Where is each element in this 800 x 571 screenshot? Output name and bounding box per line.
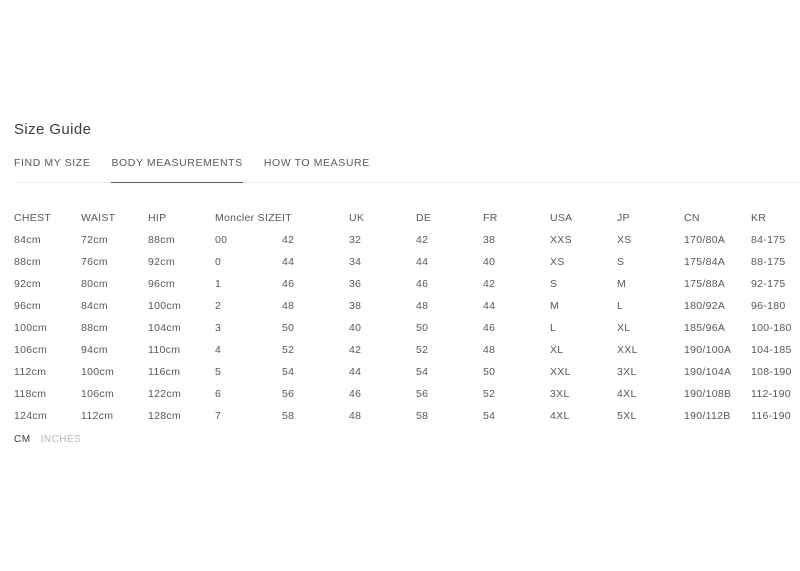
table-cell: 48 — [282, 300, 295, 312]
table-cell: M — [550, 300, 560, 312]
table-cell: 100cm — [14, 322, 48, 334]
table-cell: 4XL — [550, 410, 570, 422]
table-cell: 34 — [349, 256, 362, 268]
table-row — [14, 295, 800, 317]
table-cell: 104cm — [148, 322, 182, 334]
column-header: USA — [550, 212, 573, 224]
table-cell: 44 — [282, 256, 295, 268]
table-cell: 96-180 — [751, 300, 786, 312]
table-cell: 128cm — [148, 410, 182, 422]
table-cell: 46 — [416, 278, 429, 290]
table-cell: XXL — [617, 344, 638, 356]
table-cell: 50 — [416, 322, 429, 334]
table-cell: 88cm — [148, 234, 175, 246]
table-cell: 58 — [416, 410, 429, 422]
table-cell: 110cm — [148, 344, 181, 356]
table-cell: 2 — [215, 300, 222, 312]
table-cell: M — [617, 278, 627, 290]
table-cell: 54 — [483, 410, 496, 422]
table-cell: 104-185 — [751, 344, 792, 356]
column-header: IT — [282, 212, 292, 224]
table-cell: 92-175 — [751, 278, 786, 290]
table-cell: 116-190 — [751, 410, 791, 422]
table-cell: 124cm — [14, 410, 48, 422]
column-header: JP — [617, 212, 630, 224]
table-cell: 88-175 — [751, 256, 786, 268]
table-cell: 112cm — [81, 410, 114, 422]
table-cell: 175/84A — [684, 256, 726, 268]
table-cell: S — [617, 256, 625, 268]
table-cell: 190/104A — [684, 366, 732, 378]
table-cell: 170/80A — [684, 234, 726, 246]
table-row — [14, 317, 800, 339]
table-cell: XL — [550, 344, 564, 356]
table-cell: S — [550, 278, 558, 290]
column-header: HIP — [148, 212, 167, 224]
table-cell: 190/112B — [684, 410, 731, 422]
table-cell: 180/92A — [684, 300, 726, 312]
table-cell: 7 — [215, 410, 222, 422]
table-cell: 92cm — [14, 278, 41, 290]
table-cell: XXS — [550, 234, 572, 246]
column-header: UK — [349, 212, 365, 224]
table-cell: 116cm — [148, 366, 181, 378]
table-cell: 0 — [215, 256, 222, 268]
table-cell: XL — [617, 322, 631, 334]
table-cell: 42 — [416, 234, 429, 246]
table-cell: 106cm — [81, 388, 115, 400]
column-header: CHEST — [14, 212, 52, 224]
column-header: Moncler SIZE — [215, 212, 283, 224]
table-cell: 42 — [349, 344, 362, 356]
table-cell: 88cm — [14, 256, 41, 268]
tab-find-my-size[interactable]: FIND MY SIZE — [14, 157, 91, 169]
table-cell: XS — [617, 234, 632, 246]
table-cell: 56 — [282, 388, 295, 400]
tab-how-to-measure[interactable]: HOW TO MEASURE — [263, 157, 370, 169]
table-cell: 3XL — [617, 366, 637, 378]
table-cell: 84cm — [14, 234, 41, 246]
table-cell: 88cm — [81, 322, 108, 334]
table-cell: 1 — [215, 278, 222, 290]
table-cell: 00 — [215, 234, 228, 246]
table-cell: 42 — [483, 278, 496, 290]
table-cell: L — [550, 322, 557, 334]
size-conversion-table — [14, 207, 800, 427]
table-cell: 6 — [215, 388, 222, 400]
table-cell: 96cm — [148, 278, 175, 290]
table-cell: 48 — [349, 410, 362, 422]
table-cell: 52 — [416, 344, 429, 356]
table-cell: 44 — [416, 256, 429, 268]
table-cell: 4 — [215, 344, 222, 356]
column-header: KR — [751, 212, 767, 224]
table-row — [14, 405, 800, 427]
table-cell: 3 — [215, 322, 222, 334]
table-cell: L — [617, 300, 624, 312]
table-cell: 44 — [349, 366, 362, 378]
tab-bar — [14, 158, 800, 183]
table-cell: 112-190 — [751, 388, 791, 400]
table-cell: 84-175 — [751, 234, 786, 246]
table-cell: 72cm — [81, 234, 108, 246]
table-cell: 76cm — [81, 256, 108, 268]
table-cell: 100cm — [148, 300, 182, 312]
table-cell: 58 — [282, 410, 295, 422]
table-cell: 84cm — [81, 300, 108, 312]
table-cell: 190/100A — [684, 344, 732, 356]
table-cell: 190/108B — [684, 388, 732, 400]
table-cell: 185/96A — [684, 322, 726, 334]
table-cell: 46 — [349, 388, 362, 400]
table-row — [14, 339, 800, 361]
table-row — [14, 251, 800, 273]
table-cell: 54 — [416, 366, 429, 378]
table-cell: 100-180 — [751, 322, 792, 334]
table-row — [14, 383, 800, 405]
unit-cm-button[interactable]: CM — [14, 434, 31, 445]
table-cell: 46 — [282, 278, 295, 290]
tab-body-measurements[interactable]: BODY MEASUREMENTS — [111, 158, 242, 183]
table-cell: 42 — [282, 234, 295, 246]
table-body — [14, 229, 800, 427]
table-cell: 32 — [349, 234, 362, 246]
table-cell: 38 — [483, 234, 496, 246]
table-cell: 118cm — [14, 388, 47, 400]
table-cell: 50 — [483, 366, 496, 378]
table-cell: XS — [550, 256, 565, 268]
table-cell: 44 — [483, 300, 496, 312]
table-row — [14, 361, 800, 383]
table-cell: XXL — [550, 366, 571, 378]
table-cell: 108-190 — [751, 366, 792, 378]
column-header: DE — [416, 212, 432, 224]
table-cell: 40 — [349, 322, 362, 334]
table-cell: 112cm — [14, 366, 47, 378]
table-cell: 80cm — [81, 278, 108, 290]
table-cell: 38 — [349, 300, 362, 312]
table-cell: 52 — [483, 388, 496, 400]
table-cell: 5XL — [617, 410, 637, 422]
table-cell: 175/88A — [684, 278, 726, 290]
table-cell: 5 — [215, 366, 222, 378]
table-cell: 48 — [483, 344, 496, 356]
page-title: Size Guide — [14, 121, 92, 138]
table-cell: 36 — [349, 278, 362, 290]
table-header-row — [14, 207, 800, 229]
table-cell: 56 — [416, 388, 429, 400]
table-cell: 40 — [483, 256, 496, 268]
table-cell: 94cm — [81, 344, 108, 356]
column-header: WAIST — [81, 212, 116, 224]
unit-inches-button[interactable]: INCHES — [40, 434, 82, 445]
column-header: CN — [684, 212, 700, 224]
unit-toggle — [14, 434, 800, 445]
table-row — [14, 273, 800, 295]
table-cell: 100cm — [81, 366, 115, 378]
table-cell: 106cm — [14, 344, 48, 356]
table-row — [14, 229, 800, 251]
table-cell: 92cm — [148, 256, 175, 268]
table-cell: 52 — [282, 344, 295, 356]
table-cell: 54 — [282, 366, 295, 378]
column-header: FR — [483, 212, 498, 224]
table-cell: 50 — [282, 322, 295, 334]
table-cell: 3XL — [550, 388, 570, 400]
table-cell: 122cm — [148, 388, 182, 400]
table-cell: 96cm — [14, 300, 41, 312]
table-cell: 48 — [416, 300, 429, 312]
table-cell: 4XL — [617, 388, 637, 400]
table-cell: 46 — [483, 322, 496, 334]
